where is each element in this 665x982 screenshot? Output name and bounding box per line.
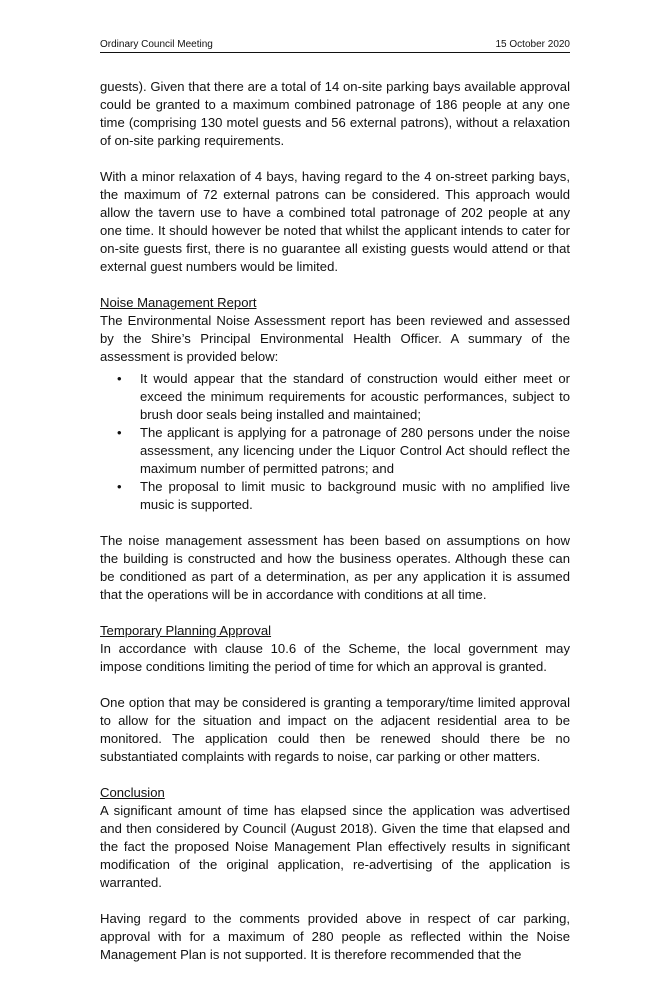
list-item-text: The proposal to limit music to background music with no amplified live music is supported. <box>140 479 570 512</box>
meeting-title: Ordinary Council Meeting <box>100 39 213 50</box>
bullet-glyph: • <box>117 479 122 494</box>
document-body <box>100 78 570 982</box>
bullet-glyph: • <box>117 425 122 440</box>
paragraph-noise-assumptions: The noise management assessment has been based on assumptions on how the building is constructed and how the business operates. Although these can be conditioned as part of a determination, as per any application it is assumed that the operations will be in accordance with conditions at all time. <box>100 533 570 602</box>
meeting-date: 15 October 2020 <box>495 39 570 50</box>
paragraph-conclusion-intro: A significant amount of time has elapsed since the application was advertised and then considered by Council (August 2018). Given the time that elapsed and the fact the proposed Noise Management Plan effectively results in significant modification of the original application, re-advertising of the application is warranted. <box>100 803 570 890</box>
paragraph-temporary-option: One option that may be considered is granting a temporary/time limited approval to allow for the situation and impact on the adjacent residential area to be monitored. The application could then be renewed should there be no substantiated complaints with regards to noise, car parking or other matters. <box>100 695 570 764</box>
noise-assessment-list <box>100 370 570 514</box>
paragraph-recommendation: Having regard to the comments provided above in respect of car parking, approval with for a maximum of 280 people as reflected within the Noise Management Plan is not supported. It is therefore recommended that the <box>100 911 570 962</box>
list-item-text: The applicant is applying for a patronage of 280 persons under the noise assessment, any licencing under the Liquor Control Act should reflect the maximum number of permitted patrons; and <box>140 425 570 476</box>
bullet-glyph: • <box>117 371 122 386</box>
list-item-text: It would appear that the standard of construction would either meet or exceed the minimum requirements for acoustic performances, subject to brush door seals being installed and maintained; <box>140 371 570 422</box>
paragraph-parking-relaxation: With a minor relaxation of 4 bays, having regard to the 4 on-street parking bays, the maximum of 72 external patrons can be considered. This approach would allow the tavern use to have a combined total patronage of 202 people at any one time. It should however be noted that whilst the applicant intends to cater for on-site guests first, there is no guarantee all existing guests would attend or that external guest numbers would be limited. <box>100 169 570 274</box>
paragraph-temporary-intro: In accordance with clause 10.6 of the Scheme, the local government may impose conditions limiting the period of time for which an approval is granted. <box>100 641 570 674</box>
list-item <box>117 478 570 514</box>
paragraph-parking-calculation: guests). Given that there are a total of 14 on-site parking bays available approval could be granted to a maximum combined patronage of 186 people at any one time (comprising 130 motel guests and 56 external patrons), without a relaxation of on-site parking requirements. <box>100 79 570 148</box>
list-item <box>117 424 570 478</box>
heading-conclusion: Conclusion <box>100 785 165 800</box>
paragraph-noise-intro: The Environmental Noise Assessment report has been reviewed and assessed by the Shire’s Principal Environmental Health Officer. A summary of the assessment is provided below: <box>100 313 570 364</box>
page-header <box>100 38 570 53</box>
list-item <box>117 370 570 424</box>
heading-noise-management: Noise Management Report <box>100 295 257 310</box>
heading-temporary-approval: Temporary Planning Approval <box>100 623 272 638</box>
